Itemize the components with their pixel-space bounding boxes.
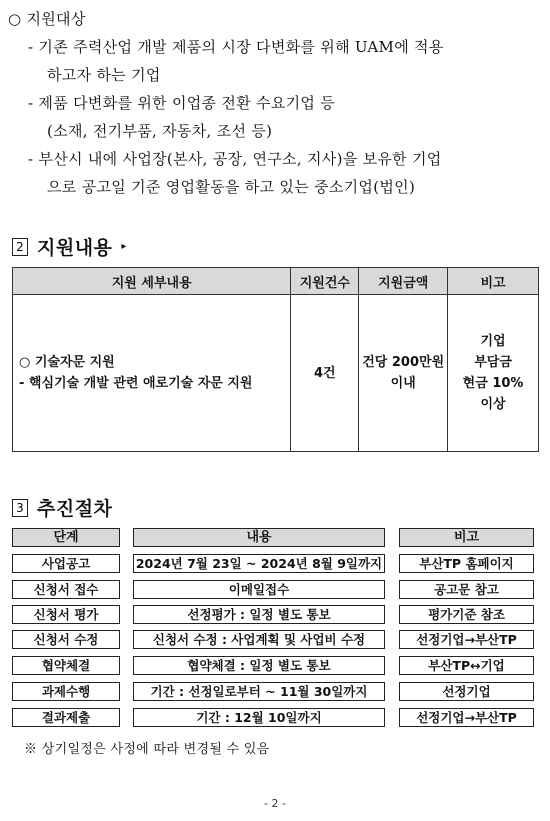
process-note: 부산TP 홈페이지 (399, 554, 534, 573)
process-content: 신청서 수정 : 사업계획 및 사업비 수정 (133, 630, 385, 649)
amount-line: 이내 (390, 376, 416, 391)
process-content: 기간 : 12월 10일까지 (133, 708, 385, 727)
support-amount-cell (359, 295, 448, 452)
note-line: 이상 (480, 397, 506, 412)
process-step: 협약체결 (12, 656, 120, 675)
section-title: 지원내용 (37, 237, 113, 259)
process-header-note: 비고 (399, 528, 534, 547)
eligibility-item: 하고자 하는 기업 (47, 66, 161, 84)
process-content: 기간 : 선정일로부터 ~ 11월 30일까지 (133, 682, 385, 701)
note-line: 부담금 (474, 355, 512, 370)
section-3-heading (12, 494, 112, 521)
section-number-box: 3 (12, 499, 28, 517)
eligibility-item: (소재, 전기부품, 자동차, 조선 등) (47, 122, 273, 140)
table-header: 지원금액 (359, 268, 448, 295)
process-step: 과제수행 (12, 682, 120, 701)
support-table (12, 267, 539, 452)
detail-line: ○ 기술자문 지원 (19, 355, 115, 370)
eligibility-title: ○ 지원대상 (8, 10, 86, 28)
process-step: 결과제출 (12, 708, 120, 727)
table-header: 비고 (448, 268, 539, 295)
amount-line: 건당 200만원 (362, 355, 445, 370)
support-count-cell: 4건 (291, 295, 359, 452)
eligibility-item: - 기존 주력산업 개발 제품의 시장 다변화를 위해 UAM에 적용 (28, 38, 444, 56)
eligibility-item: - 부산시 내에 사업장(본사, 공장, 연구소, 지사)을 보유한 기업 (28, 150, 442, 168)
section-2-heading (12, 233, 126, 260)
process-step: 사업공고 (12, 554, 120, 573)
process-step: 신청서 접수 (12, 580, 120, 599)
process-content: 선정평가 : 일정 별도 통보 (133, 605, 385, 624)
process-note: 선정기업 (399, 682, 534, 701)
note-line: 현금 10% (462, 376, 524, 391)
table-header: 지원 세부내용 (13, 268, 291, 295)
eligibility-item: - 제품 다변화를 위한 이업종 전환 수요기업 등 (28, 94, 336, 112)
section-title: 추진절차 (37, 498, 113, 520)
schedule-footnote: ※ 상기일정은 사정에 따라 변경될 수 있음 (24, 742, 270, 757)
table-header: 지원건수 (291, 268, 359, 295)
process-note: 부산TP↔기업 (399, 656, 534, 675)
process-step: 신청서 평가 (12, 605, 120, 624)
page-number: - 2 - (264, 797, 286, 810)
process-header-content: 내용 (133, 528, 385, 547)
note-line: 기업 (480, 334, 506, 349)
support-detail-cell (13, 295, 291, 452)
triangle-right-icon: ▸ (121, 241, 127, 252)
process-step: 신청서 수정 (12, 630, 120, 649)
process-note: 평가기준 참조 (399, 605, 534, 624)
process-content: 이메일접수 (133, 580, 385, 599)
table-header-row (13, 268, 539, 295)
process-header-step: 단계 (12, 528, 120, 547)
section-number-box: 2 (12, 238, 28, 256)
eligibility-item: 으로 공고일 기준 영업활동을 하고 있는 중소기업(법인) (47, 178, 416, 196)
table-row (13, 295, 539, 452)
detail-line: - 핵심기술 개발 관련 애로기술 자문 지원 (19, 376, 253, 391)
process-note: 선정기업→부산TP (399, 630, 534, 649)
process-note: 선정기업→부산TP (399, 708, 534, 727)
process-content: 2024년 7월 23일 ~ 2024년 8월 9일까지 (133, 554, 385, 573)
process-content: 협약체결 : 일정 별도 통보 (133, 656, 385, 675)
support-note-cell (448, 295, 539, 452)
process-note: 공고문 참고 (399, 580, 534, 599)
